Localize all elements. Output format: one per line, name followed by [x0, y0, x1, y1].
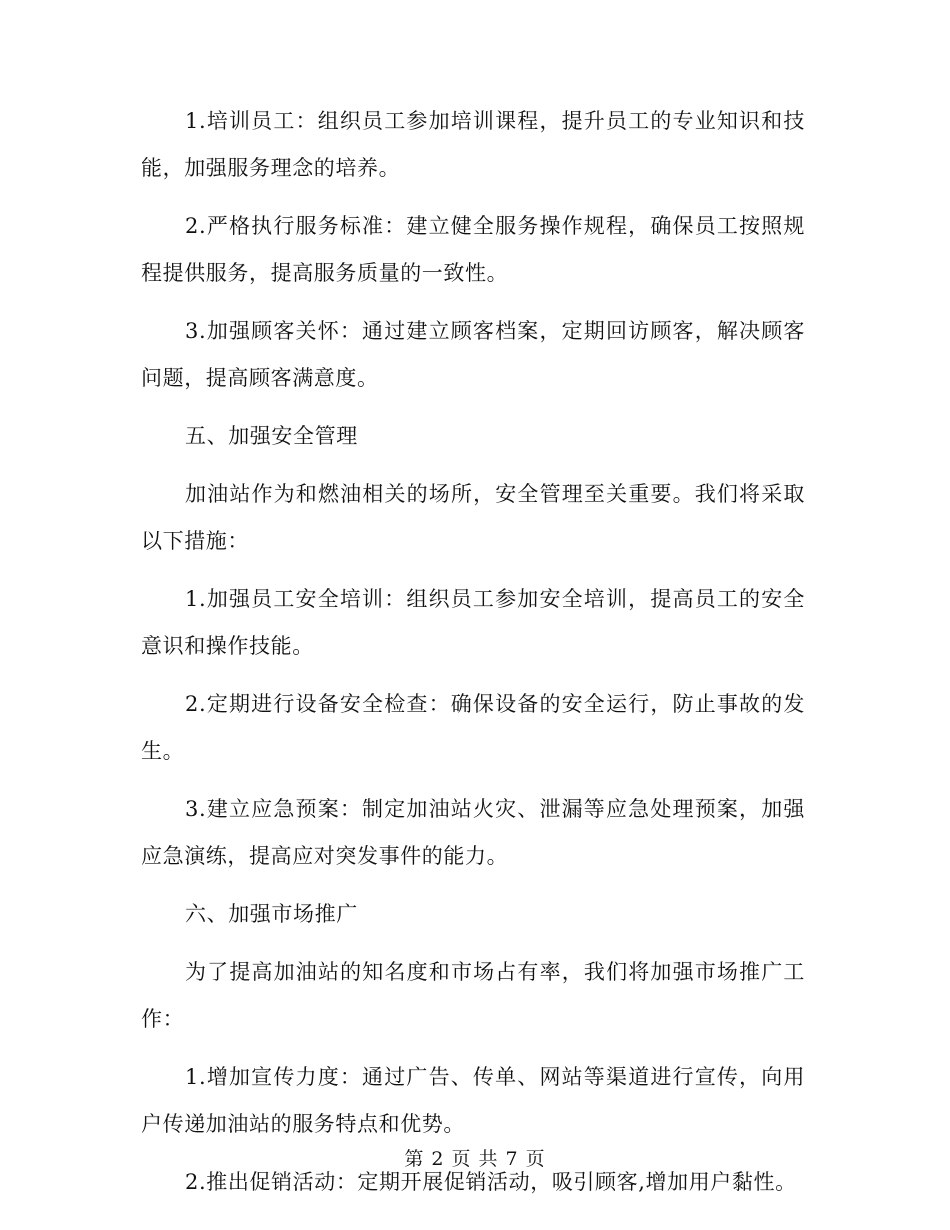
paragraph-emergency-plan: 3.建立应急预案：制定加油站火灾、泄漏等应急处理预案，加强应急演练，提高应对突发事件的能力。 — [141, 797, 805, 868]
paragraph-safety-intro: 加油站作为和燃油相关的场所，安全管理至关重要。我们将采取以下措施： — [141, 482, 805, 553]
paragraph-equipment-check: 2.定期进行设备安全检查：确保设备的安全运行，防止事故的发生。 — [141, 692, 805, 763]
paragraph-service-standard: 2.严格执行服务标准：建立健全服务操作规程，确保员工按照规程提供服务，提高服务质量的一致性。 — [141, 214, 805, 285]
paragraph-marketing-intro: 为了提高加油站的知名度和市场占有率，我们将加强市场推广工作： — [141, 960, 805, 1031]
page-number-footer: 第 2 页 共 7 页 — [404, 1148, 546, 1170]
section-heading-safety: 五、加强安全管理 — [185, 424, 358, 448]
paragraph-training: 1.培训员工：组织员工参加培训课程，提升员工的专业知识和技能，加强服务理念的培养。 — [141, 109, 805, 180]
paragraph-customer-care: 3.加强顾客关怀：通过建立顾客档案，定期回访顾客，解决顾客问题，提高顾客满意度。 — [141, 319, 805, 390]
paragraph-safety-training: 1.加强员工安全培训：组织员工参加安全培训，提高员工的安全意识和操作技能。 — [141, 587, 805, 658]
section-heading-marketing: 六、加强市场推广 — [185, 902, 358, 926]
document-body — [141, 98, 805, 1217]
paragraph-publicity: 1.增加宣传力度：通过广告、传单、网站等渠道进行宣传，向用户传递加油站的服务特点和优势。 — [141, 1065, 805, 1136]
paragraph-promotions: 2.推出促销活动：定期开展促销活动，吸引顾客,增加用户黏性。 — [185, 1170, 797, 1194]
